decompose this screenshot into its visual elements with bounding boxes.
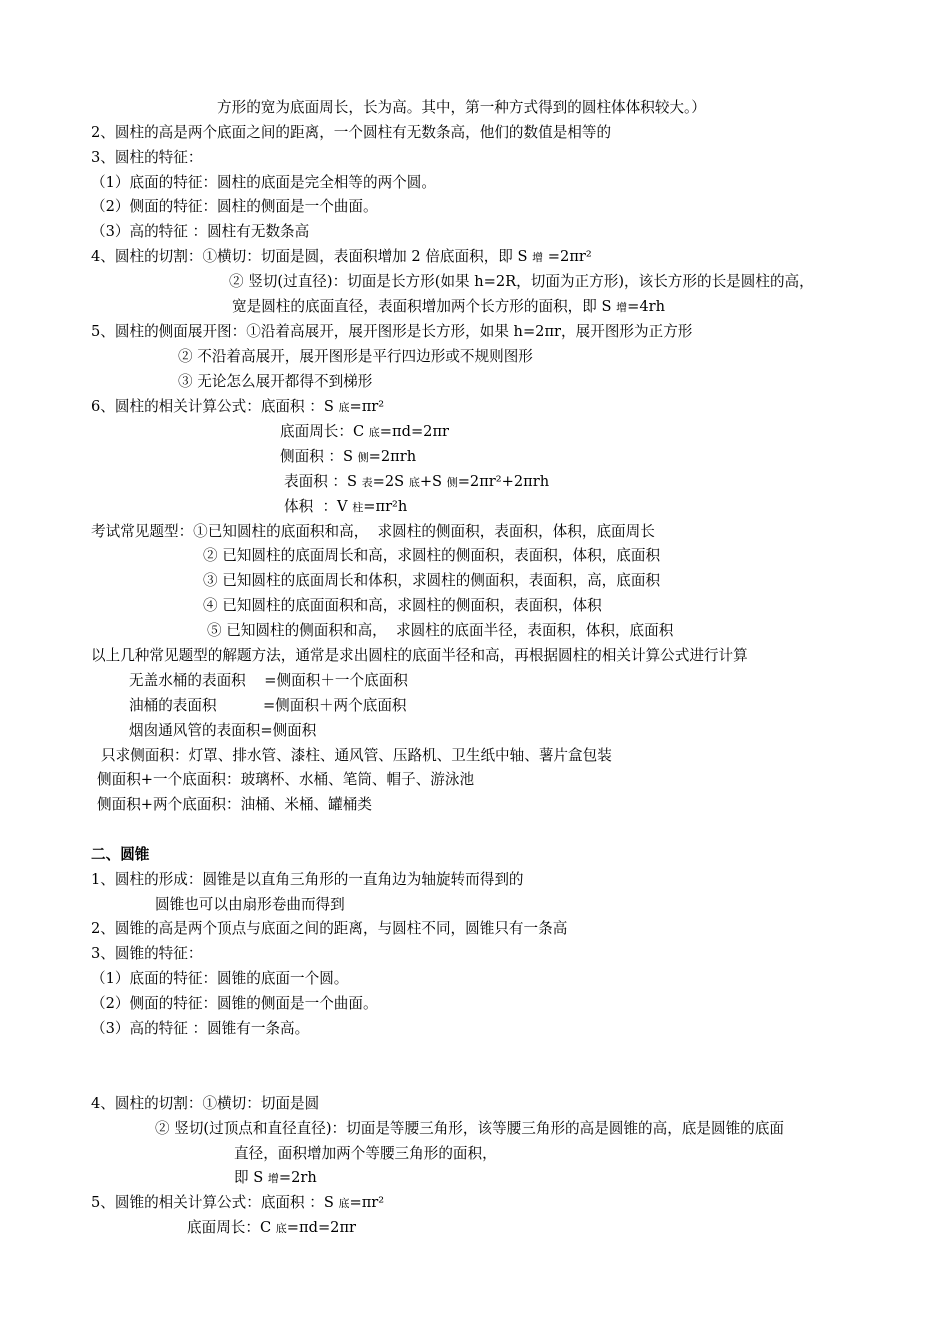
cone-formula-base-area: 5、圆锥的相关计算公式：底面积 ：S 底=πr² (91, 1194, 385, 1211)
cylinder-cut-vertical: ② 竖切(过直径)：切面是长方形(如果 h=2R，切面为正方形)，该长方形的长是圆柱的高， (229, 273, 814, 290)
cylinder-height-text: 2、圆柱的高是两个底面之间的距离，一个圆柱有无数条高，他们的数值是相等的 (91, 124, 612, 141)
cylinder-unfold-2: ② 不沿着高展开，展开图形是平行四边形或不规则图形 (178, 348, 533, 365)
solution-method-text: 以上几种常见题型的解题方法，通常是求出圆柱的底面半径和高，再根据圆柱的相关计算公式进行计算 (91, 647, 748, 664)
cone-feature-base: （1）底面的特征：圆锥的底面一个圆。 (91, 970, 349, 987)
cylinder-formula-surface-area: 表面积 ：S 表=2S 底+S 侧=2πr²+2πrh (284, 473, 550, 490)
cone-cut-area-formula: 即 S 增=2rh (234, 1169, 317, 1186)
cylinder-cut-vertical-cont: 宽是圆柱的底面直径，表面积增加两个长方形的面积，即 S 增=4rh (232, 298, 666, 315)
cone-cut-vertical: ② 竖切(过顶点和直径直径)：切面是等腰三角形，该等腰三角形的高是圆锥的高，底是圆锥的底面 (155, 1120, 784, 1137)
exam-type-5: ⑤ 已知圆柱的侧面积和高， 求圆柱的底面半径，表面积，体积，底面积 (207, 622, 674, 639)
cone-cut-vertical-cont: 直径，面积增加两个等腰三角形的面积， (234, 1145, 497, 1162)
example-oil-drum: 油桶的表面积 =侧面积＋两个底面积 (129, 697, 407, 714)
cylinder-feature-base: （1）底面的特征：圆柱的底面是完全相等的两个圆。 (91, 174, 436, 191)
cone-feature-height: （3）高的特征 ：圆锥有一条高。 (91, 1020, 310, 1037)
example-bucket: 无盖水桶的表面积 =侧面积＋一个底面积 (129, 672, 408, 689)
cylinder-unfold-1: 5、圆柱的侧面展开图：①沿着高展开，展开图形是长方形，如果 h=2πr，展开图形为正方形 (91, 323, 693, 340)
exam-type-2: ② 已知圆柱的底面周长和高，求圆柱的侧面积，表面积，体积，底面积 (203, 547, 661, 564)
cylinder-unfold-3: ③ 无论怎么展开都得不到梯形 (178, 373, 373, 390)
cone-formation-cont: 圆锥也可以由扇形卷曲而得到 (155, 896, 345, 913)
cylinder-continuation-text: 方形的宽为底面周长，长为高。其中，第一种方式得到的圆柱体体积较大。） (217, 99, 706, 116)
cylinder-formula-circumference: 底面周长：C 底=πd=2πr (280, 423, 450, 440)
cone-height-text: 2、圆锥的高是两个顶点与底面之间的距离，与圆柱不同，圆锥只有一条高 (91, 920, 568, 937)
example-chimney: 烟囱通风管的表面积=侧面积 (129, 722, 317, 739)
lateral-only-examples: 只求侧面积：灯罩、排水管、漆柱、通风管、压路机、卫生纸中轴、薯片盒包装 (101, 747, 612, 764)
cylinder-cut-horizontal: 4、圆柱的切割：①横切：切面是圆，表面积增加 2 倍底面积，即 S 增 =2πr² (91, 248, 592, 265)
exam-type-1: 考试常见题型：①已知圆柱的底面积和高， 求圆柱的侧面积，表面积，体积，底面周长 (91, 523, 655, 540)
cylinder-feature-side: （2）侧面的特征：圆柱的侧面是一个曲面。 (91, 198, 378, 215)
exam-type-4: ④ 已知圆柱的底面面积和高，求圆柱的侧面积，表面积，体积 (203, 597, 602, 614)
cylinder-formula-volume: 体积 ：V 柱=πr²h (284, 498, 408, 515)
cylinder-features-heading: 3、圆柱的特征： (91, 149, 203, 166)
cone-section-heading: 二、圆锥 (91, 846, 150, 863)
cone-cut-horizontal: 4、圆柱的切割：①横切：切面是圆 (91, 1095, 320, 1112)
cylinder-formula-base-area: 6、圆柱的相关计算公式：底面积 ：S 底=πr² (91, 398, 385, 415)
cylinder-formula-lateral-area: 侧面积 ：S 侧=2πrh (280, 448, 417, 465)
cone-formula-circumference: 底面周长：C 底=πd=2πr (187, 1219, 357, 1236)
cylinder-feature-height: （3）高的特征 ：圆柱有无数条高 (91, 223, 310, 240)
exam-type-3: ③ 已知圆柱的底面周长和体积，求圆柱的侧面积，表面积，高，底面积 (203, 572, 661, 589)
lateral-plus-one-base-examples: 侧面积+一个底面积：玻璃杯、水桶、笔筒、帽子、游泳池 (97, 771, 475, 788)
cone-features-heading: 3、圆锥的特征： (91, 945, 203, 962)
lateral-plus-two-bases-examples: 侧面积+两个底面积：油桶、米桶、罐桶类 (97, 796, 372, 813)
cone-feature-side: （2）侧面的特征：圆锥的侧面是一个曲面。 (91, 995, 378, 1012)
cone-formation: 1、圆柱的形成：圆锥是以直角三角形的一直角边为轴旋转而得到的 (91, 871, 524, 888)
